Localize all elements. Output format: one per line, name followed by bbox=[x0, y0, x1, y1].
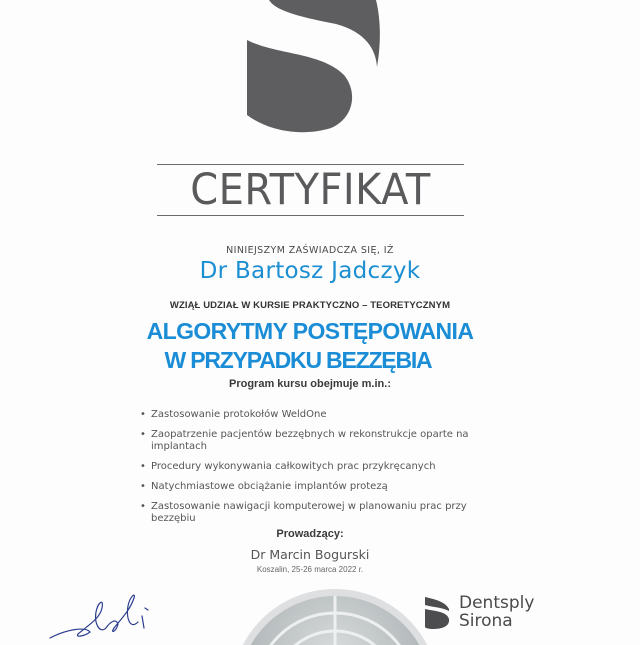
instructor-label: Prowadzący: bbox=[276, 528, 344, 540]
certify-line: NINIEJSZYM ZAŚWIADCZA SIĘ, IŻ bbox=[226, 245, 394, 256]
bullet-icon: • bbox=[140, 481, 146, 492]
list-item: • Zastosowanie protokołów WeldOne bbox=[140, 409, 327, 420]
certificate-title: CERTYFIKAT bbox=[190, 165, 431, 215]
bullet-icon: • bbox=[140, 429, 146, 440]
bullet-icon: • bbox=[140, 461, 146, 472]
list-item: • Procedury wykonywania całkowitych prac przykręcanych bbox=[140, 461, 436, 472]
instructor-name: Dr Marcin Bogurski bbox=[250, 547, 370, 562]
participation-line: WZIĄŁ UDZIAŁ W KURSIE PRAKTYCZNO – TEORETYCZNYM bbox=[169, 300, 451, 311]
signature-icon bbox=[30, 588, 170, 640]
dentsply-sirona-logo bbox=[423, 594, 553, 636]
seal-icon bbox=[230, 585, 440, 645]
list-item: • Zaopatrzenie pacjentów bezzębnych w rekonstrukcje oparte na implantach bbox=[140, 429, 469, 452]
list-item: • Zastosowanie nawigacji komputerowej w planowaniu prac przy bezzębiu bbox=[140, 501, 467, 524]
recipient-name: Dr Bartosz Jadczyk bbox=[199, 258, 421, 284]
list-item: • Natychmiastowe obciążanie implantów protezą bbox=[140, 481, 388, 492]
course-title-line-1: ALGORYTMY POSTĘPOWANIA bbox=[146, 318, 474, 344]
s-logo-icon bbox=[236, 0, 396, 135]
bullet-icon: • bbox=[140, 409, 146, 420]
course-title-line-2: W PRZYPADKU BEZZĘBIA bbox=[164, 347, 432, 373]
title-rule-bottom bbox=[157, 215, 464, 216]
bullet-icon: • bbox=[140, 501, 146, 512]
program-list bbox=[140, 409, 480, 533]
program-label: Program kursu obejmuje m.in.: bbox=[229, 378, 391, 390]
dentsply-s-icon bbox=[423, 597, 451, 629]
company-name-line-1: Dentsply bbox=[459, 593, 535, 613]
place-date: Koszalin, 25-26 marca 2022 r. bbox=[256, 565, 364, 574]
company-name-line-2: Sirona bbox=[459, 611, 513, 631]
